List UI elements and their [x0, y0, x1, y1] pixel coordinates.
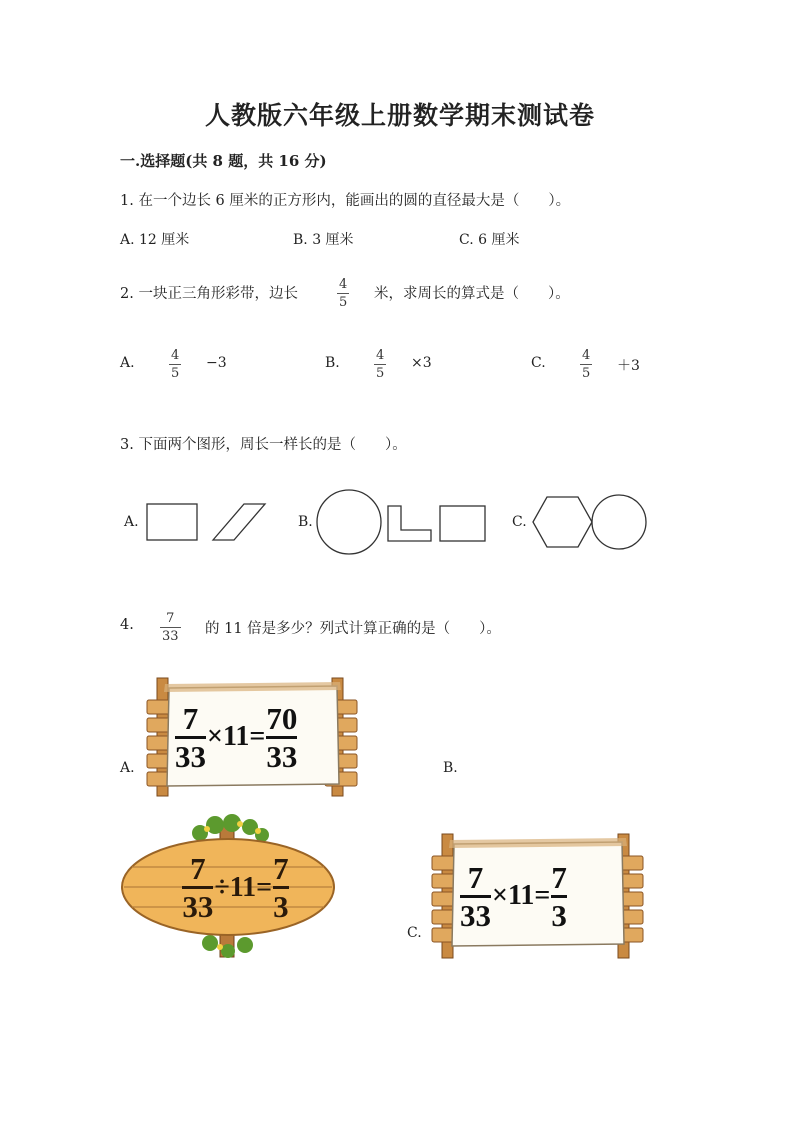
- question-4-fraction: [160, 612, 181, 643]
- sign-c-equation: [460, 850, 620, 942]
- fraction-denominator: 5: [582, 366, 591, 381]
- fraction-denominator: 5: [339, 295, 348, 310]
- question-3-option-c-shapes: [530, 494, 655, 554]
- fraction-numerator: 4: [171, 348, 180, 363]
- question-2-option-a-label[interactable]: A.: [120, 355, 135, 371]
- fraction-numerator: 7: [190, 851, 206, 886]
- fraction-numerator: 4: [582, 348, 591, 363]
- question-2-option-a-operation: −3: [206, 355, 227, 371]
- fraction-denominator: 5: [171, 366, 180, 381]
- fraction-numerator: 4: [376, 348, 385, 363]
- question-2-option-b-label[interactable]: B.: [325, 355, 340, 371]
- fraction-denominator: 33: [175, 738, 206, 774]
- question-3-option-c-label[interactable]: C.: [512, 514, 527, 530]
- question-1-option-b[interactable]: B. 3 厘米: [293, 232, 354, 248]
- question-2-option-a-fraction: [169, 349, 181, 380]
- question-2-option-c-fraction: [580, 349, 592, 380]
- question-2-option-b-fraction: [374, 349, 386, 380]
- fraction-denominator: 5: [376, 366, 385, 381]
- question-1-option-c[interactable]: C. 6 厘米: [459, 232, 520, 248]
- equation-operator: ×11=: [492, 880, 551, 911]
- circle-shape: [317, 490, 381, 554]
- fraction-denominator: 3: [273, 889, 289, 924]
- fraction-numerator: 7: [273, 851, 289, 886]
- fraction-denominator: 33: [182, 889, 214, 924]
- sign-a-equation: [175, 692, 335, 782]
- fraction-denominator: 33: [266, 738, 298, 774]
- fraction-numerator: 4: [339, 277, 348, 292]
- question-3-option-b-label[interactable]: B.: [298, 514, 313, 530]
- fraction-denominator: 33: [460, 897, 491, 933]
- question-4-text: 的 11 倍是多少？列式计算正确的是（ ）。: [205, 621, 501, 637]
- question-4-number: 4.: [120, 617, 134, 633]
- square-shape: [440, 506, 485, 541]
- question-2-option-c-operation: ＋3: [617, 358, 640, 374]
- question-1-option-a[interactable]: A. 12 厘米: [120, 232, 190, 248]
- question-4-option-c-label[interactable]: C.: [407, 925, 422, 941]
- fraction-numerator: 7: [551, 859, 567, 895]
- question-3-option-a-shapes: [145, 503, 270, 543]
- section-heading: 一.选择题(共 8 题，共 16 分): [120, 152, 327, 170]
- page-title: 人教版六年级上册数学期末测试卷: [204, 101, 595, 130]
- question-2-text: 2. 一块正三角形彩带，边长: [120, 286, 298, 302]
- question-1-text: 1. 在一个边长 6 厘米的正方形内，能画出的圆的直径最大是（ ）。: [120, 193, 571, 209]
- circle-shape: [592, 495, 646, 549]
- question-3-option-b-shapes: [315, 488, 490, 558]
- fraction-numerator: 7: [467, 859, 484, 895]
- equation-operator: ×11=: [207, 721, 266, 752]
- fraction-denominator: 33: [162, 629, 179, 644]
- square-shape: [147, 504, 197, 540]
- question-2-fraction: [337, 278, 349, 309]
- equation-operator: ÷11=: [214, 871, 273, 903]
- l-shape: [388, 506, 431, 541]
- question-4-option-b-label[interactable]: B.: [443, 760, 458, 776]
- question-3-text: 3. 下面两个图形，周长一样长的是（ ）。: [120, 437, 407, 453]
- hexagon-shape: [533, 497, 592, 547]
- parallelogram-shape: [213, 504, 265, 540]
- question-2-option-b-operation: ×3: [411, 355, 432, 371]
- sign-b-equation: [148, 840, 323, 935]
- question-2-text-end: 米，求周长的算式是（ ）。: [374, 286, 570, 302]
- question-4-option-a-label[interactable]: A.: [120, 760, 135, 776]
- fraction-denominator: 3: [551, 897, 567, 933]
- fraction-numerator: 7: [166, 611, 175, 626]
- question-3-option-a-label[interactable]: A.: [124, 514, 139, 530]
- fraction-numerator: 7: [182, 700, 199, 736]
- question-2-option-c-label[interactable]: C.: [531, 355, 546, 371]
- fraction-numerator: 70: [266, 700, 298, 736]
